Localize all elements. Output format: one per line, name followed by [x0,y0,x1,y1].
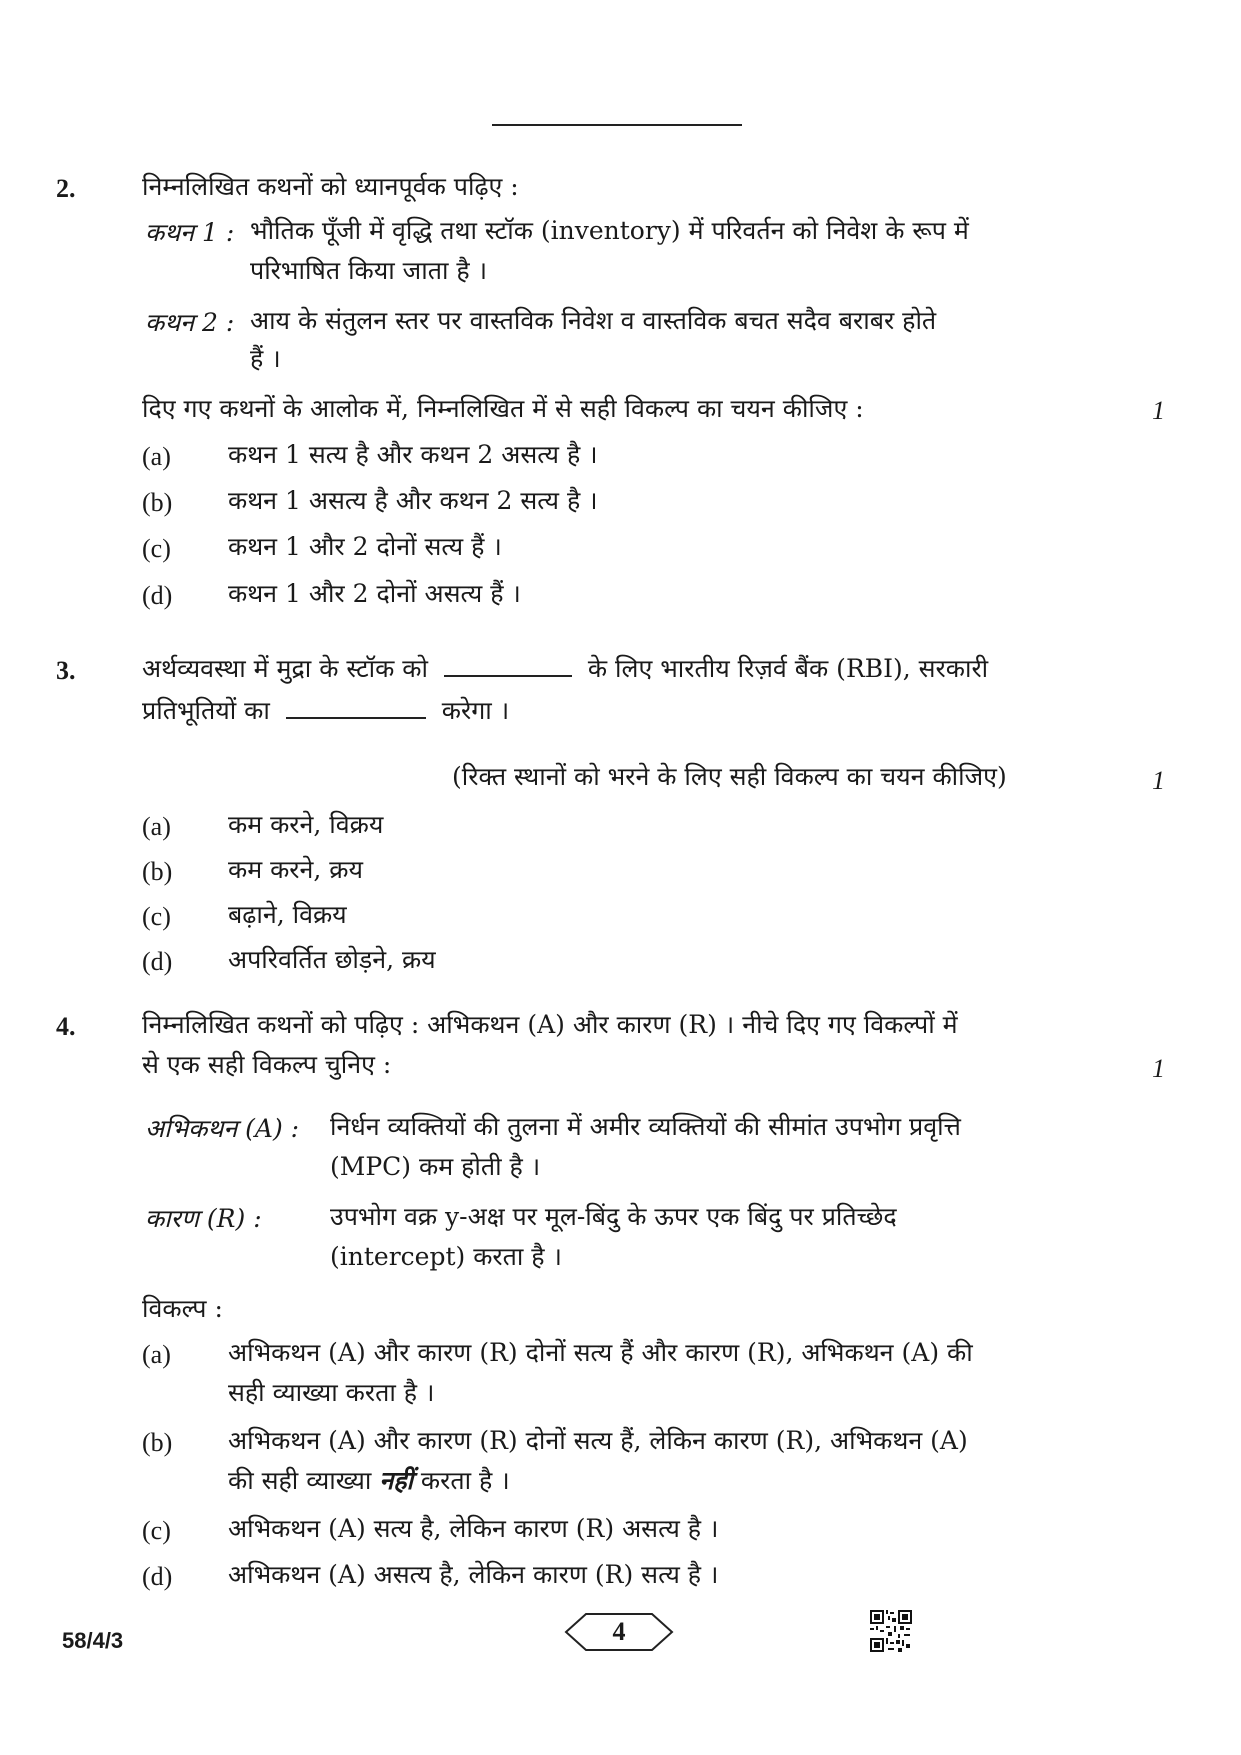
question-stem: निम्नलिखित कथनों को ध्यानपूर्वक पढ़िए : [142,172,519,201]
statement-2-line1: आय के संतुलन स्तर पर वास्तविक निवेश व वास्तविक बचत सदैव बराबर होते [250,306,937,335]
option-c-text: कथन 1 और 2 दोनों सत्य हैं । [228,532,502,561]
option-b-text: कथन 1 असत्य है और कथन 2 सत्य है । [228,486,598,515]
question-stem-line1: निम्नलिखित कथनों को पढ़िए : अभिकथन (A) और कारण (R) । नीचे दिए गए विकल्पों में [142,1010,958,1039]
option-c-text: बढ़ाने, विक्रय [228,900,347,929]
marks: 1 [1152,766,1165,795]
option-b-text: कम करने, क्रय [228,855,363,884]
statement-2-label: कथन 2 : [145,308,235,337]
option-c-letter: (c) [142,1516,171,1545]
option-a-letter: (a) [142,1340,171,1369]
statement-1-line2: परिभाषित किया जाता है । [250,256,488,285]
question-number: 3. [56,656,76,685]
option-d-letter: (d) [142,947,173,976]
question-instruction: दिए गए कथनों के आलोक में, निम्नलिखित में से सही विकल्प का चयन कीजिए : [142,394,864,423]
option-a-text: कथन 1 सत्य है और कथन 2 असत्य है । [228,440,598,469]
option-d-text: अपरिवर्तित छोड़ने, क्रय [228,945,436,974]
option-b-letter: (b) [142,488,173,517]
statement-2-line2: हैं । [250,344,281,373]
reason-line1: उपभोग वक्र y-अक्ष पर मूल-बिंदु के ऊपर एक बिंदु पर प्रतिच्छेद [330,1202,897,1231]
option-b-line2 [228,1462,510,1500]
line1-part-b: के लिए भारतीय रिज़र्व बैंक (RBI), सरकारी [587,654,989,683]
reason-line2: (intercept) करता है । [330,1242,562,1271]
option-a-line2: सही व्याख्या करता है । [228,1378,435,1407]
option-a-letter: (a) [142,812,171,841]
statement-1-line1: भौतिक पूँजी में वृद्धि तथा स्टॉक (inventory) में परिवर्तन को निवेश के रूप में [250,216,969,245]
question-stem-line2: से एक सही विकल्प चुनिए : [142,1050,392,1079]
option-d-text: अभिकथन (A) असत्य है, लेकिन कारण (R) सत्य है । [228,1560,719,1589]
line2-part-a: प्रतिभूतियों का [142,696,270,725]
option-a-text: कम करने, विक्रय [228,810,384,839]
option-b-line2-pre: की सही व्याख्या [228,1466,372,1495]
option-b-letter: (b) [142,857,173,886]
blank-2 [286,695,426,719]
paper-code: 58/4/3 [62,1628,124,1653]
line1-part-a: अर्थव्यवस्था में मुद्रा के स्टॉक को [142,654,428,683]
blank-1 [444,653,572,677]
page-number-badge [564,1612,674,1652]
question-number: 2. [56,174,76,203]
assertion-line2: (MPC) कम होती है । [330,1152,541,1181]
option-b-line1: अभिकथन (A) और कारण (R) दोनों सत्य हैं, लेकिन कारण (R), अभिकथन (A) [228,1426,968,1455]
question-instruction: (रिक्त स्थानों को भरने के लिए सही विकल्प का चयन कीजिए) [452,762,1007,791]
assertion-label: अभिकथन (A) : [145,1114,300,1143]
option-d-letter: (d) [142,1562,173,1591]
option-c-letter: (c) [142,902,171,931]
marks: 1 [1152,396,1165,425]
options-heading: विकल्प : [142,1294,223,1323]
question-line-2 [142,692,509,730]
question-number: 4. [56,1012,76,1041]
marks: 1 [1152,1054,1165,1083]
question-line-1 [142,650,988,688]
assertion-line1: निर्धन व्यक्तियों की तुलना में अमीर व्यक्तियों की सीमांत उपभोग प्रवृत्ति [330,1112,961,1141]
top-rule [492,124,742,126]
option-b-emphasis: नहीं [379,1466,413,1495]
option-b-line2-post: करता है । [420,1466,510,1495]
option-c-letter: (c) [142,534,171,563]
option-a-line1: अभिकथन (A) और कारण (R) दोनों सत्य हैं और कारण (R), अभिकथन (A) की [228,1338,973,1367]
option-b-letter: (b) [142,1428,173,1457]
line2-part-b: करेगा । [441,696,510,725]
option-a-letter: (a) [142,442,171,471]
statement-1-label: कथन 1 : [145,218,235,247]
page-number: 4 [612,1617,626,1646]
reason-label: कारण (R) : [145,1204,262,1233]
qr-code-icon [870,1610,912,1652]
option-d-letter: (d) [142,581,173,610]
option-d-text: कथन 1 और 2 दोनों असत्य हैं । [228,579,521,608]
option-c-text: अभिकथन (A) सत्य है, लेकिन कारण (R) असत्य है । [228,1514,719,1543]
